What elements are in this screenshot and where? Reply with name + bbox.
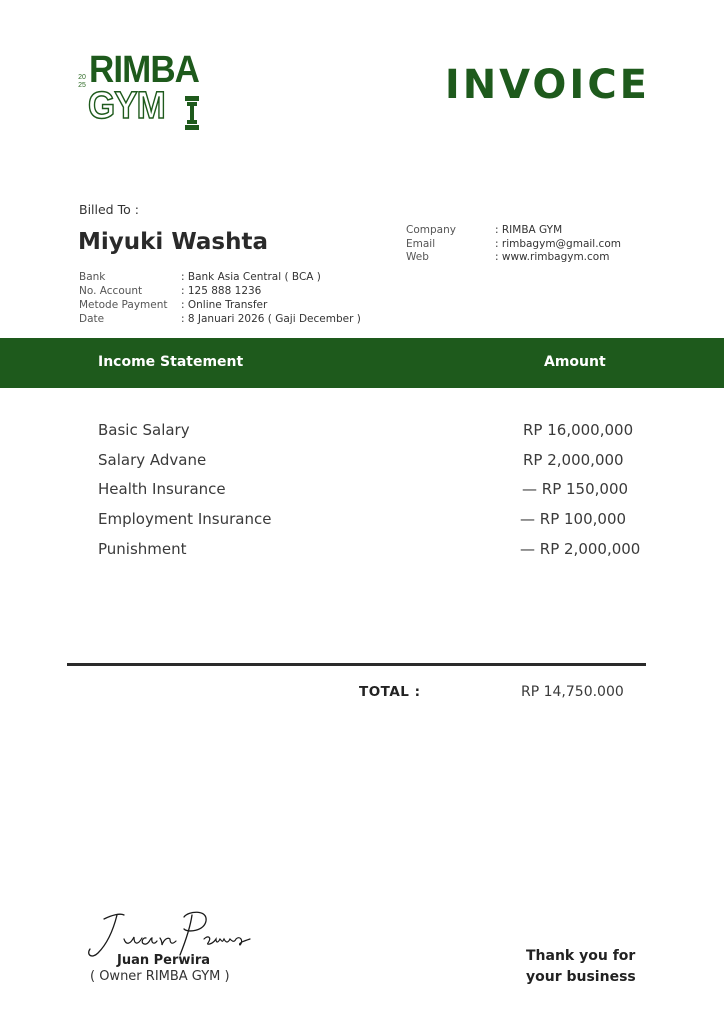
income-statement-header: Income Statement <box>98 354 244 370</box>
bank-label: Bank <box>79 271 106 283</box>
web-label: Web <box>406 251 429 263</box>
company-value: : RIMBA GYM <box>495 224 563 236</box>
payment-method-row <box>79 298 361 312</box>
logo-year: 20 25 <box>78 74 86 89</box>
item-label: Employment Insurance <box>98 510 272 529</box>
company-row <box>406 224 621 238</box>
email-row <box>406 238 621 252</box>
table-header-bar <box>0 338 724 388</box>
thank-you-line-1: Thank you for <box>526 948 636 964</box>
date-value: : 8 Januari 2026 ( Gaji December ) <box>181 313 361 325</box>
bank-value: : Bank Asia Central ( BCA ) <box>181 271 321 283</box>
logo-brand-top: RIMBA <box>89 49 199 91</box>
table-row <box>98 540 658 570</box>
email-label: Email <box>406 237 436 250</box>
item-label: Salary Advane <box>98 450 207 469</box>
client-name: Miyuki Washta <box>78 229 268 255</box>
item-amount: — RP 2,000,000 <box>520 539 641 558</box>
item-amount: RP 16,000,000 <box>523 421 634 439</box>
total-value: RP 14,750.000 <box>521 684 624 700</box>
item-label: Basic Salary <box>98 421 190 439</box>
billed-to-label: Billed To : <box>79 202 139 217</box>
signer-name: Juan Perwira <box>117 953 211 968</box>
amount-header: Amount <box>544 354 606 370</box>
total-divider <box>67 663 646 666</box>
table-row <box>98 421 658 451</box>
company-label: Company <box>406 224 456 236</box>
thank-you-note <box>526 946 636 988</box>
item-amount: — RP 100,000 <box>520 510 627 529</box>
table-row <box>98 451 658 481</box>
web-row <box>406 251 621 265</box>
table-row <box>98 480 658 510</box>
logo-brand-bottom: GYM <box>88 85 165 127</box>
table-row <box>98 510 658 540</box>
total-label: TOTAL : <box>359 684 421 700</box>
item-amount: — RP 150,000 <box>522 480 629 499</box>
account-label: No. Account <box>79 285 143 297</box>
dumbbell-icon <box>184 96 200 130</box>
thank-you-line-2: your business <box>526 969 636 985</box>
line-items <box>98 421 658 569</box>
company-logo <box>78 49 208 132</box>
signer-role: ( Owner RIMBA GYM ) <box>90 969 230 984</box>
payment-method-label: Metode Payment <box>79 299 168 311</box>
item-label: Punishment <box>98 539 187 558</box>
account-value: : 125 888 1236 <box>181 285 262 297</box>
account-row <box>79 284 361 298</box>
payment-method-value: : Online Transfer <box>181 299 268 311</box>
web-value: : www.rimbagym.com <box>495 251 610 263</box>
date-label: Date <box>79 313 105 325</box>
company-details <box>406 224 621 265</box>
bank-row <box>79 270 361 284</box>
item-amount: RP 2,000,000 <box>523 450 624 469</box>
invoice-title: INVOICE <box>444 62 650 108</box>
email-value: : rimbagym@gmail.com <box>495 237 621 250</box>
item-label: Health Insurance <box>98 480 226 499</box>
date-row <box>79 312 361 326</box>
bank-details <box>79 270 361 326</box>
